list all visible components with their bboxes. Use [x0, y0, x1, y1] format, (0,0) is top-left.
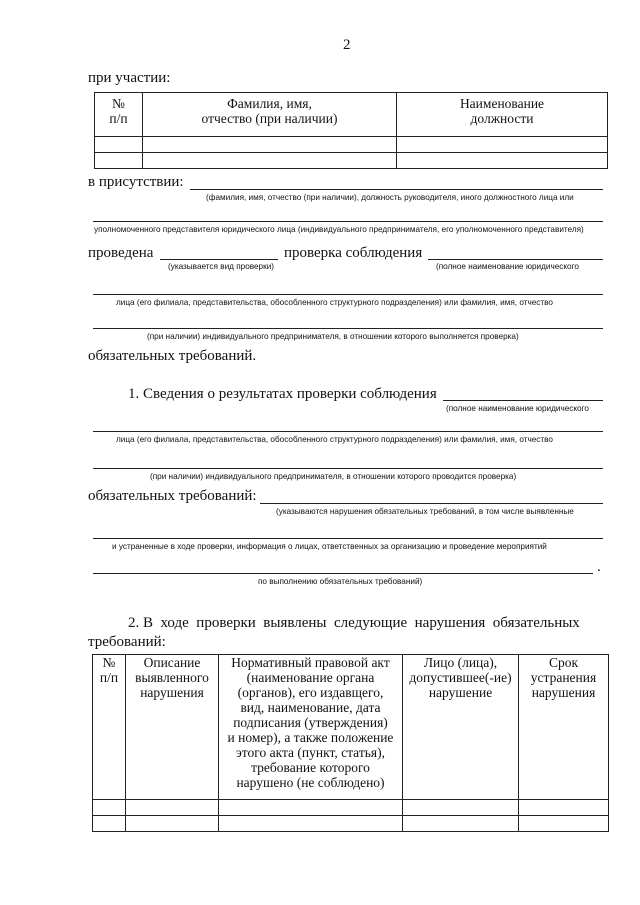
violations-table	[92, 654, 609, 832]
section-2-heading-cont: требований:	[88, 634, 166, 650]
section-1-entrepreneur-line	[93, 468, 603, 469]
violations-header-description: Описание выявленного нарушения	[126, 655, 219, 800]
section-1-persons-line	[93, 538, 603, 539]
page-number: 2	[343, 37, 351, 53]
section-1-hint-4: (указываются нарушения обязательных требований, в том числе выявленные	[276, 507, 574, 516]
inspection-type-hint: (указывается вид проверки)	[168, 262, 274, 271]
violations-header-number: № п/п	[93, 655, 126, 800]
table-row	[93, 800, 609, 816]
entity-line	[93, 294, 603, 295]
entity-hint: лица (его филиала, представительства, обособленного структурного подразделения) или фамилия, имя, отчество	[116, 298, 553, 307]
participation-label: при участии:	[88, 70, 171, 86]
presence-line	[190, 189, 603, 190]
section-1-hint-6: по выполнению обязательных требований)	[258, 577, 423, 586]
table-cell	[519, 800, 609, 816]
violations-header-deadline: Срок устранения нарушения	[519, 655, 609, 800]
requirements-tail: обязательных требований.	[88, 348, 257, 364]
table-cell	[93, 800, 126, 816]
section-1-name-line	[443, 400, 603, 401]
entity-name-line	[428, 259, 603, 260]
table-cell	[397, 153, 608, 169]
violations-header-act: Нормативный правовой акт (наименование органа (органов), его издавщего, вид, наименование, дата подписания (утверждения) и номер), а также положение этого акта (пункт, статья), требование которого нарушено (не соблюдено)	[219, 655, 403, 800]
presence-line-2	[93, 221, 603, 222]
section-1-heading: 1. Сведения о результатах проверки соблюдения	[128, 386, 437, 402]
participation-header-number: № п/п	[95, 93, 143, 137]
table-row	[95, 153, 608, 169]
section-1-hint-3: (при наличии) индивидуального предпринимателя, в отношении которого проводится проверка)	[150, 472, 517, 481]
table-row	[93, 816, 609, 832]
table-row	[95, 137, 608, 153]
presence-hint-2: уполномоченного представителя юридического лица (индивидуального предпринимателя, его уполномоченного представителя)	[94, 225, 584, 234]
participation-table	[94, 92, 608, 169]
violations-header-person: Лицо (лица), допустившее(-ие) нарушение	[403, 655, 519, 800]
table-cell	[95, 153, 143, 169]
section-1-entity-line	[93, 431, 603, 432]
conducted-label: проведена	[88, 245, 154, 261]
table-cell	[219, 816, 403, 832]
table-cell	[126, 816, 219, 832]
table-cell	[519, 816, 609, 832]
section-1-hint-1: (полное наименование юридического	[446, 404, 589, 413]
participation-header-position: Наименование должности	[397, 93, 608, 137]
section-2-heading: 2. В ходе проверки выявлены следующие нарушения обязательных	[128, 615, 580, 631]
table-cell	[403, 816, 519, 832]
section-1-violations-line	[260, 503, 603, 504]
section-1-hint-5: и устраненные в ходе проверки, информация о лицах, ответственных за организацию и проведение мероприятий	[112, 542, 547, 551]
section-1-hint-2: лица (его филиала, представительства, обособленного структурного подразделения) или фамилия, имя, отчество	[116, 435, 553, 444]
compliance-label: проверка соблюдения	[284, 245, 423, 261]
table-cell	[143, 137, 397, 153]
section-1-measures-line	[93, 573, 593, 574]
table-cell	[95, 137, 143, 153]
presence-hint-1: (фамилия, имя, отчество (при наличии), должность руководителя, иного должностного лица или	[206, 193, 574, 202]
table-cell	[126, 800, 219, 816]
entrepreneur-line	[93, 328, 603, 329]
presence-label: в присутствии:	[88, 174, 184, 190]
section-1-dot: .	[597, 559, 601, 575]
entity-name-hint: (полное наименование юридического	[436, 262, 579, 271]
entrepreneur-hint: (при наличии) индивидуального предпринимателя, в отношении которого выполняется проверка)	[147, 332, 519, 341]
table-cell	[397, 137, 608, 153]
participation-header-name: Фамилия, имя, отчество (при наличии)	[143, 93, 397, 137]
table-cell	[403, 800, 519, 816]
table-cell	[219, 800, 403, 816]
table-cell	[93, 816, 126, 832]
table-cell	[143, 153, 397, 169]
inspection-type-line	[160, 259, 278, 260]
section-1-req-label: обязательных требований:	[88, 488, 257, 504]
